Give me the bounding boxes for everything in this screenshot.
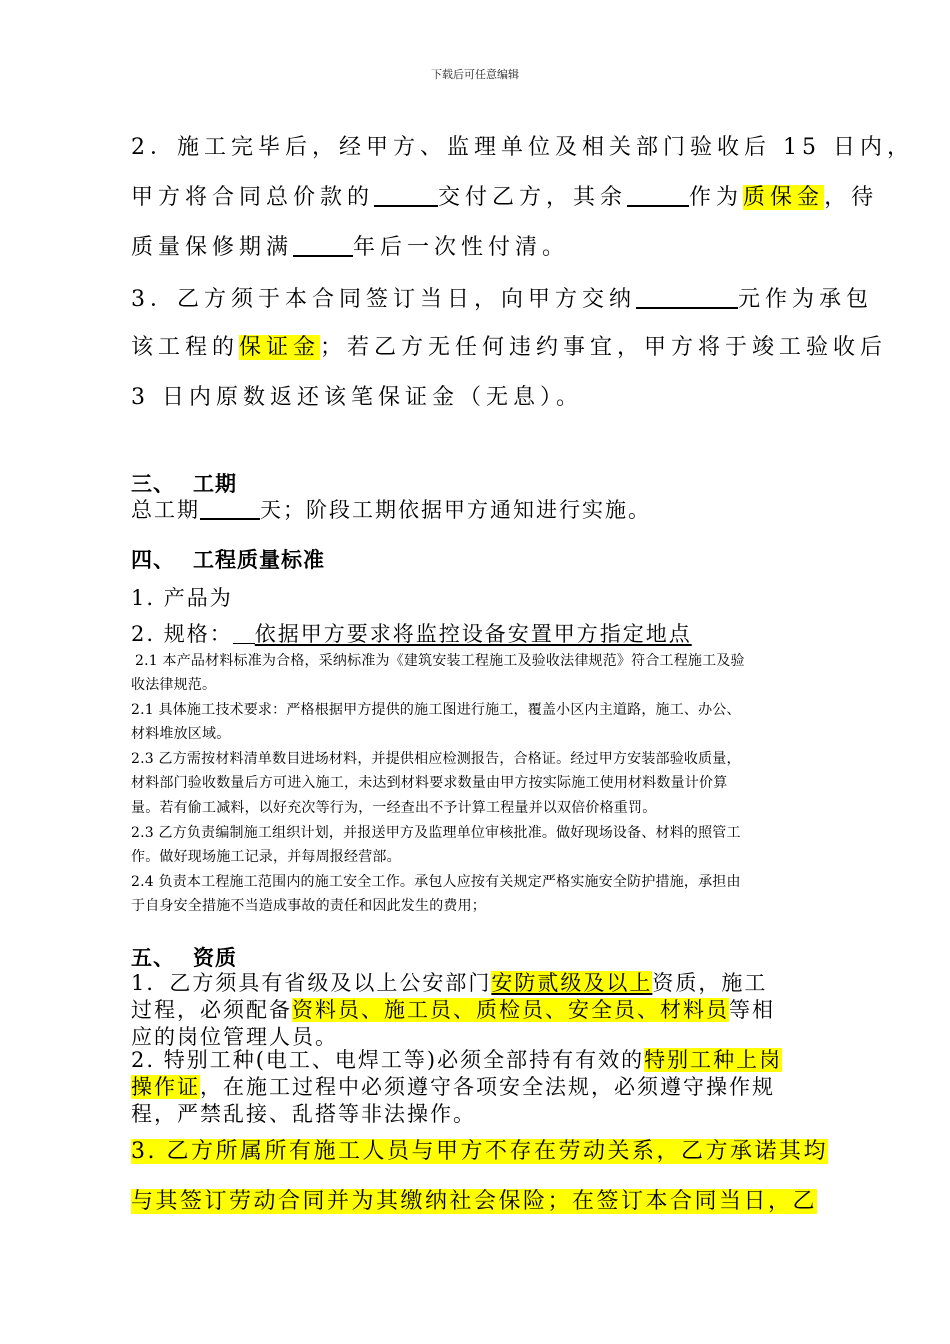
highlight-social-insurance: 与其签订劳动合同并为其缴纳社会保险；在签订本合同当日，乙: [131, 1189, 818, 1214]
para-2-1b: 收法律规范。: [131, 677, 217, 693]
item-text: 2. 规格：: [131, 622, 233, 646]
section5-text: ，在施工过程中必须遵守各项安全法规，必须遵守操作规: [200, 1075, 775, 1099]
para-2-3b: 材料部门验收数量后方可进入施工，未达到材料要求数量由甲方按实际施工使用材料数量计价算: [131, 775, 728, 791]
para-2-3-plan-a: 2.3 乙方负责编制施工组织计划，并报送甲方及监理单位审核批准。做好现场设备、材料的照管工: [131, 825, 741, 841]
section5-text: 过程，必须配备: [131, 998, 292, 1022]
section3-text: 天；阶段工期依据甲方通知进行实施。: [260, 498, 651, 522]
section-number: 四、: [131, 547, 175, 572]
section5-text: 程，严禁乱接、乱搭等非法操作。: [131, 1102, 476, 1126]
clause2-text: 作为: [689, 185, 744, 210]
item-text: 1. 产品为: [131, 586, 233, 610]
blank-field: [374, 185, 438, 207]
clause2-line1: [131, 130, 914, 161]
section3-line1: [131, 494, 651, 524]
para-2-3c: 量。若有偷工减料，以好充次等行为，一经查出不予计算工程量并以双倍价格重罚。: [131, 800, 657, 816]
section-number: 五、: [131, 945, 175, 970]
section-title: 工期: [193, 471, 237, 496]
clause2-line3: [131, 230, 569, 261]
highlight-labor-relation: 3. 乙方所属所有施工人员与甲方不存在劳动关系，乙方承诺其均: [131, 1139, 828, 1164]
section3-text: 总工期: [131, 498, 200, 522]
highlight-special-work: 特别工种上岗: [644, 1048, 783, 1072]
section5-text: 应的岗位管理人员。: [131, 1025, 338, 1049]
page-header: 下载后可任意编辑: [431, 68, 519, 81]
clause3-text: 3．乙方须于本合同签订当日，向甲方交纳: [131, 287, 636, 312]
section4-item2: [131, 618, 692, 648]
section5-p1-line2: [131, 994, 775, 1024]
spec-underlined: 依据甲方要求将监控设备安置甲方指定地点: [254, 622, 692, 646]
para-2-1-tech-a: 2.1 具体施工技术要求：严格根据甲方提供的施工图进行施工，覆盖小区内主道路，施工、办公、: [131, 702, 741, 718]
para-2-3-plan-b: 作。做好现场施工记录，并每周报经营部。: [131, 849, 401, 865]
clause2-text: 年后一次性付清。: [353, 235, 570, 260]
section5-text: 1．乙方须具有省级及以上公安部门: [131, 971, 492, 995]
clause2-text: ，待: [824, 185, 879, 210]
para-2-1a: 2.1 本产品材料标准为合格，采纳标准为《建筑安装工程施工及验收法律规范》符合工程施工及验: [135, 653, 745, 669]
blank-field: [627, 185, 689, 207]
clause2-text: 交付乙方，其余: [438, 185, 628, 210]
section5-p2-line1: [131, 1044, 782, 1074]
section-title: 资质: [193, 945, 237, 970]
para-2-3a: 2.3 乙方需按材料清单数目进场材料，并提供相应检测报告，合格证。经过甲方安装部验收质量，: [131, 751, 741, 767]
section5-p1-line1: [131, 967, 767, 997]
highlight-staff-roles: 资料员、施工员、质检员、安全员、材料员: [292, 998, 729, 1022]
clause2-text: 甲方将合同总价款的: [131, 185, 375, 210]
clause2-line2: [131, 180, 878, 211]
section5-p3-line1: [131, 1134, 828, 1165]
section5-p2-line3: [131, 1098, 476, 1128]
clause2-text: 质量保修期满: [131, 235, 294, 260]
highlight-security-level: 安防贰级及以上: [491, 971, 653, 995]
para-2-4a: 2.4 负责本工程施工范围内的施工安全工作。承包人应按有关规定严格实施安全防护措施，承担由: [131, 874, 741, 890]
para-2-1-tech-b: 材料堆放区域。: [131, 726, 231, 742]
section4-heading: [131, 544, 325, 574]
para-2-4b: 于自身安全措施不当造成事故的责任和因此发生的费用；: [131, 898, 486, 914]
section5-text: 资质，施工: [652, 971, 768, 995]
highlight-warranty-deposit: 质保金: [743, 185, 825, 210]
clause3-text: ；若乙方无任何违约事宜，甲方将于竣工验收后: [320, 335, 888, 360]
clause3-text: 元作为承包: [738, 287, 874, 312]
section-title: 工程质量标准: [193, 547, 325, 572]
blank-field: [293, 235, 353, 257]
clause3-line1: [131, 282, 873, 313]
clause2-text: 2．施工完毕后，经甲方、监理单位及相关部门验收后 15 日内，: [131, 135, 914, 160]
clause3-line2: [131, 330, 887, 361]
section5-text: 2. 特别工种(电工、电焊工等)必须全部持有有效的: [131, 1048, 645, 1072]
highlight-security-deposit: 保证金: [239, 335, 321, 360]
section5-p2-line2: [131, 1071, 775, 1101]
clause3-text: 3 日内原数返还该笔保证金（无息）。: [131, 385, 583, 410]
clause3-text: 该工程的: [131, 335, 240, 360]
highlight-operation-cert: 操作证: [131, 1075, 200, 1099]
section5-p3-line2: [131, 1184, 817, 1215]
blank-field: [636, 287, 738, 309]
section5-text: 等相: [729, 998, 775, 1022]
clause3-line3: [131, 380, 583, 411]
section-number: 三、: [131, 471, 175, 496]
blank-field: [200, 498, 260, 520]
section4-item1: [131, 582, 233, 612]
